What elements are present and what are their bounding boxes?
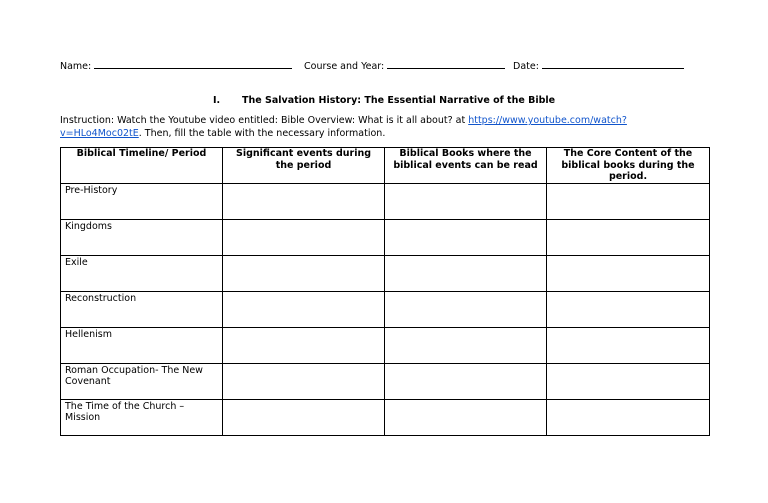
youtube-link-line2: v=HLo4Moc02tE — [60, 127, 139, 139]
instruction-text — [60, 115, 700, 140]
date-blank[interactable] — [542, 58, 684, 69]
events-cell[interactable] — [223, 399, 385, 435]
table-row — [61, 363, 710, 399]
table-row — [61, 399, 710, 435]
col-header-books: Biblical Books where the biblical events can be read — [385, 148, 547, 184]
period-cell: Pre-History — [61, 183, 223, 219]
table-row — [61, 219, 710, 255]
period-cell: Reconstruction — [61, 291, 223, 327]
table-header-row — [61, 148, 710, 184]
table-row — [61, 183, 710, 219]
col-header-events: Significant events during the period — [223, 148, 385, 184]
name-label: Name: — [60, 61, 92, 72]
name-field[interactable] — [60, 58, 292, 72]
table-row — [61, 327, 710, 363]
course-year-label: Course and Year: — [304, 61, 385, 72]
events-cell[interactable] — [223, 219, 385, 255]
course-year-blank[interactable] — [387, 58, 505, 69]
table-row — [61, 255, 710, 291]
table-row — [61, 291, 710, 327]
date-label: Date: — [513, 61, 539, 72]
header-fields — [60, 58, 710, 72]
core-content-cell[interactable] — [547, 183, 710, 219]
core-content-cell[interactable] — [547, 291, 710, 327]
events-cell[interactable] — [223, 327, 385, 363]
period-cell: Roman Occupation- The New Covenant — [61, 363, 223, 399]
col-header-core-content: The Core Content of the biblical books during the period. — [547, 148, 710, 184]
books-cell[interactable] — [385, 219, 547, 255]
core-content-cell[interactable] — [547, 255, 710, 291]
salvation-history-table — [60, 147, 710, 436]
period-cell: Exile — [61, 255, 223, 291]
events-cell[interactable] — [223, 183, 385, 219]
section-title: The Salvation History: The Essential Narrative of the Bible — [242, 95, 556, 106]
events-cell[interactable] — [223, 363, 385, 399]
books-cell[interactable] — [385, 327, 547, 363]
col-header-timeline: Biblical Timeline/ Period — [61, 148, 223, 184]
period-cell: Kingdoms — [61, 219, 223, 255]
instruction-prefix: Instruction: Watch the Youtube video entitled: Bible Overview: What is it all about? at — [60, 115, 469, 126]
core-content-cell[interactable] — [547, 327, 710, 363]
youtube-link-line1: https://www.youtube.com/watch? — [468, 115, 627, 126]
core-content-cell[interactable] — [547, 363, 710, 399]
books-cell[interactable] — [385, 399, 547, 435]
instruction-suffix: . Then, fill the table with the necessary information. — [138, 127, 386, 139]
name-blank[interactable] — [94, 58, 292, 69]
section-heading — [213, 95, 555, 106]
books-cell[interactable] — [385, 363, 547, 399]
core-content-cell[interactable] — [547, 219, 710, 255]
date-field[interactable] — [513, 58, 684, 72]
course-year-field[interactable] — [304, 58, 505, 72]
books-cell[interactable] — [385, 183, 547, 219]
events-cell[interactable] — [223, 255, 385, 291]
books-cell[interactable] — [385, 291, 547, 327]
period-cell: The Time of the Church – Mission — [61, 399, 223, 435]
events-cell[interactable] — [223, 291, 385, 327]
section-number: I. — [213, 95, 221, 106]
period-cell: Hellenism — [61, 327, 223, 363]
core-content-cell[interactable] — [547, 399, 710, 435]
books-cell[interactable] — [385, 255, 547, 291]
